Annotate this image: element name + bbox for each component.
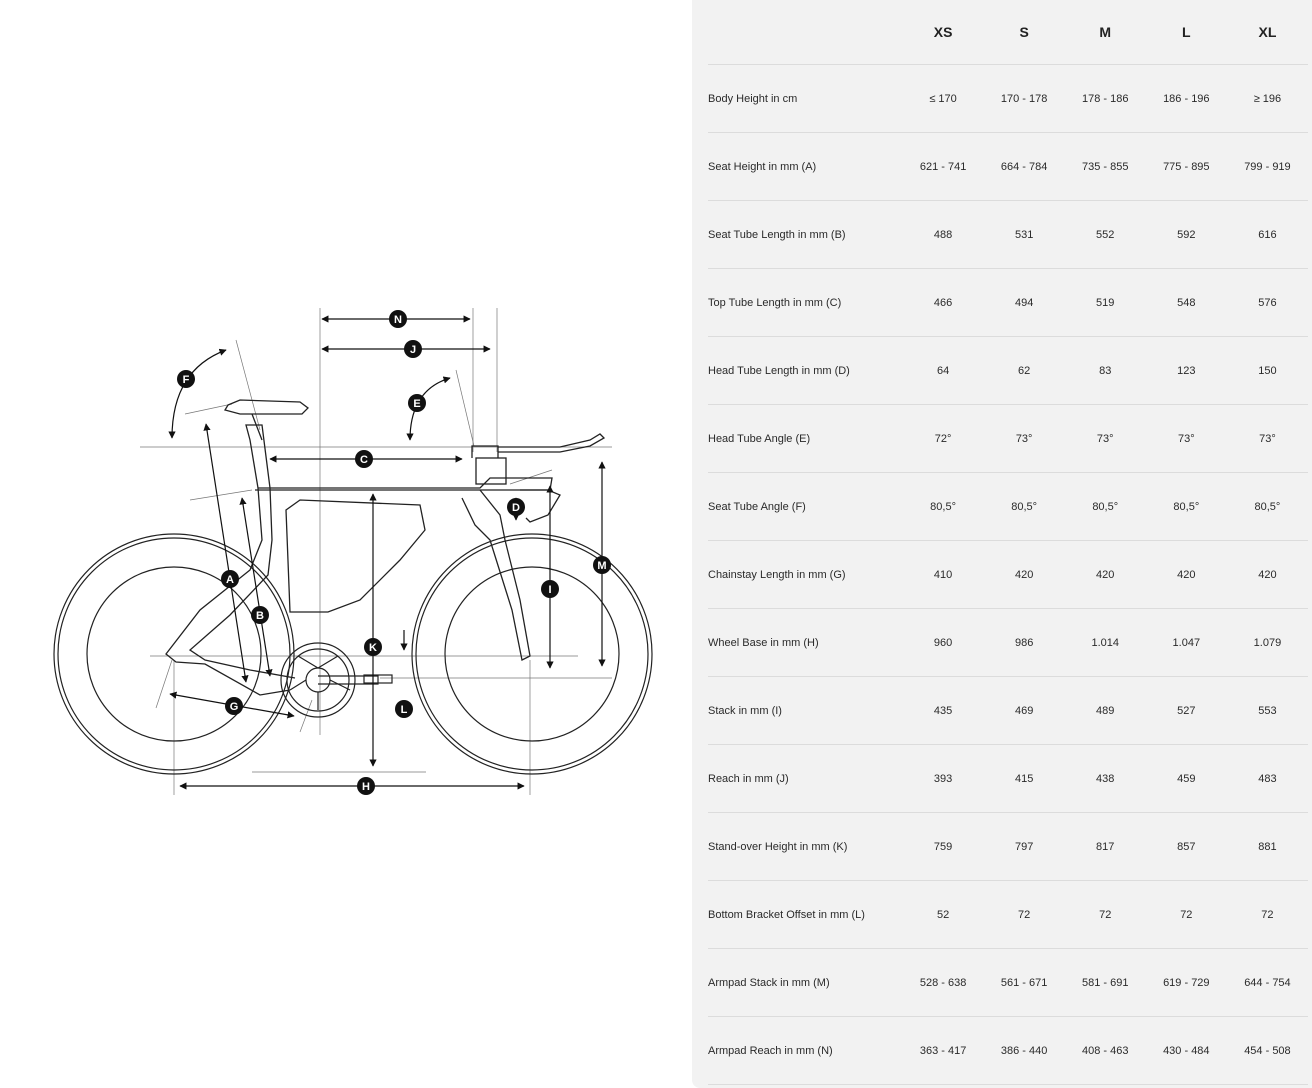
cell-value: 73° bbox=[1146, 405, 1227, 473]
row-label: Armpad Reach in mm (N) bbox=[708, 1017, 903, 1085]
row-label: Seat Tube Length in mm (B) bbox=[708, 201, 903, 269]
svg-text:I: I bbox=[548, 584, 552, 596]
cell-value: 1.079 bbox=[1227, 609, 1308, 677]
cell-value: 986 bbox=[984, 609, 1065, 677]
table-row bbox=[708, 201, 1308, 269]
cell-value: 960 bbox=[903, 609, 984, 677]
cell-value: 186 - 196 bbox=[1146, 65, 1227, 133]
row-label: Stand-over Height in mm (K) bbox=[708, 813, 903, 881]
cell-value: 817 bbox=[1065, 813, 1146, 881]
svg-text:B: B bbox=[256, 610, 264, 622]
cell-value: 1.047 bbox=[1146, 609, 1227, 677]
cell-value: 62 bbox=[984, 337, 1065, 405]
cell-value: 150 bbox=[1227, 337, 1308, 405]
cell-value: 466 bbox=[903, 269, 984, 337]
cell-value: 531 bbox=[984, 201, 1065, 269]
cell-value: ≥ 196 bbox=[1227, 65, 1308, 133]
cell-value: 72 bbox=[984, 881, 1065, 949]
cell-value: 415 bbox=[984, 745, 1065, 813]
cell-value: 72 bbox=[1227, 881, 1308, 949]
table-row bbox=[708, 133, 1308, 201]
cell-value: 619 - 729 bbox=[1146, 949, 1227, 1017]
cell-value: 799 - 919 bbox=[1227, 133, 1308, 201]
cell-value: 420 bbox=[1146, 541, 1227, 609]
cell-value: 519 bbox=[1065, 269, 1146, 337]
cell-value: 488 bbox=[903, 201, 984, 269]
cell-value: 72 bbox=[1146, 881, 1227, 949]
cell-value: 552 bbox=[1065, 201, 1146, 269]
svg-text:A: A bbox=[226, 574, 234, 586]
table-row bbox=[708, 269, 1308, 337]
geometry-table bbox=[708, 0, 1308, 1085]
table-row bbox=[708, 405, 1308, 473]
table-row bbox=[708, 677, 1308, 745]
table-row bbox=[708, 949, 1308, 1017]
cell-value: 72° bbox=[903, 405, 984, 473]
cell-value: 561 - 671 bbox=[984, 949, 1065, 1017]
cell-value: 72 bbox=[1065, 881, 1146, 949]
badge-g bbox=[225, 697, 243, 715]
svg-text:F: F bbox=[182, 374, 190, 386]
cell-value: 80,5° bbox=[1065, 473, 1146, 541]
cell-value: 435 bbox=[903, 677, 984, 745]
svg-text:K: K bbox=[369, 642, 377, 654]
table-row bbox=[708, 473, 1308, 541]
cell-value: 644 - 754 bbox=[1227, 949, 1308, 1017]
cell-value: 80,5° bbox=[903, 473, 984, 541]
row-label: Wheel Base in mm (H) bbox=[708, 609, 903, 677]
cell-value: 616 bbox=[1227, 201, 1308, 269]
geometry-table-panel bbox=[692, 0, 1312, 1088]
cell-value: 581 - 691 bbox=[1065, 949, 1146, 1017]
badge-l bbox=[395, 700, 413, 718]
cell-value: 52 bbox=[903, 881, 984, 949]
badge-e bbox=[408, 394, 426, 412]
svg-text:H: H bbox=[362, 781, 370, 793]
svg-text:C: C bbox=[360, 454, 368, 466]
cell-value: 592 bbox=[1146, 201, 1227, 269]
cell-value: 408 - 463 bbox=[1065, 1017, 1146, 1085]
table-row bbox=[708, 609, 1308, 677]
svg-text:N: N bbox=[394, 314, 402, 326]
size-header-row bbox=[708, 0, 1308, 65]
cell-value: 483 bbox=[1227, 745, 1308, 813]
cell-value: 664 - 784 bbox=[984, 133, 1065, 201]
cell-value: 83 bbox=[1065, 337, 1146, 405]
cell-value: ≤ 170 bbox=[903, 65, 984, 133]
cell-value: 881 bbox=[1227, 813, 1308, 881]
badge-j bbox=[404, 340, 422, 358]
badge-i bbox=[541, 580, 559, 598]
header-empty bbox=[708, 0, 903, 65]
badge-n bbox=[389, 310, 407, 328]
svg-text:D: D bbox=[512, 502, 520, 514]
row-label: Bottom Bracket Offset in mm (L) bbox=[708, 881, 903, 949]
badge-k bbox=[364, 638, 382, 656]
row-label: Armpad Stack in mm (M) bbox=[708, 949, 903, 1017]
cell-value: 553 bbox=[1227, 677, 1308, 745]
badge-d bbox=[507, 498, 525, 516]
svg-text:M: M bbox=[597, 560, 607, 572]
row-label: Seat Height in mm (A) bbox=[708, 133, 903, 201]
cell-value: 420 bbox=[984, 541, 1065, 609]
cell-value: 80,5° bbox=[984, 473, 1065, 541]
cell-value: 80,5° bbox=[1146, 473, 1227, 541]
size-header-xs: XS bbox=[903, 0, 984, 65]
table-row bbox=[708, 337, 1308, 405]
cell-value: 775 - 895 bbox=[1146, 133, 1227, 201]
row-label: Reach in mm (J) bbox=[708, 745, 903, 813]
table-row bbox=[708, 881, 1308, 949]
cell-value: 170 - 178 bbox=[984, 65, 1065, 133]
size-header-xl: XL bbox=[1227, 0, 1308, 65]
size-header-m: M bbox=[1065, 0, 1146, 65]
cell-value: 621 - 741 bbox=[903, 133, 984, 201]
cell-value: 1.014 bbox=[1065, 609, 1146, 677]
badge-h bbox=[357, 777, 375, 795]
table-row bbox=[708, 745, 1308, 813]
row-label: Seat Tube Angle (F) bbox=[708, 473, 903, 541]
row-label: Head Tube Length in mm (D) bbox=[708, 337, 903, 405]
size-header-s: S bbox=[984, 0, 1065, 65]
cell-value: 528 - 638 bbox=[903, 949, 984, 1017]
row-label: Stack in mm (I) bbox=[708, 677, 903, 745]
cell-value: 80,5° bbox=[1227, 473, 1308, 541]
cell-value: 857 bbox=[1146, 813, 1227, 881]
wheels bbox=[54, 534, 652, 774]
cell-value: 73° bbox=[984, 405, 1065, 473]
row-label: Body Height in cm bbox=[708, 65, 903, 133]
svg-text:J: J bbox=[409, 344, 417, 356]
cell-value: 494 bbox=[984, 269, 1065, 337]
cell-value: 759 bbox=[903, 813, 984, 881]
geometry-table-body bbox=[708, 65, 1308, 1085]
guide-lines bbox=[140, 308, 612, 795]
badge-b bbox=[251, 606, 269, 624]
cell-value: 548 bbox=[1146, 269, 1227, 337]
table-row bbox=[708, 541, 1308, 609]
row-label: Chainstay Length in mm (G) bbox=[708, 541, 903, 609]
cell-value: 393 bbox=[903, 745, 984, 813]
cell-value: 73° bbox=[1065, 405, 1146, 473]
dimension-badges bbox=[177, 310, 611, 795]
cell-value: 410 bbox=[903, 541, 984, 609]
cell-value: 454 - 508 bbox=[1227, 1017, 1308, 1085]
cell-value: 420 bbox=[1227, 541, 1308, 609]
cell-value: 797 bbox=[984, 813, 1065, 881]
cell-value: 64 bbox=[903, 337, 984, 405]
cell-value: 178 - 186 bbox=[1065, 65, 1146, 133]
cell-value: 735 - 855 bbox=[1065, 133, 1146, 201]
cell-value: 386 - 440 bbox=[984, 1017, 1065, 1085]
cell-value: 469 bbox=[984, 677, 1065, 745]
frame bbox=[166, 400, 607, 695]
table-row bbox=[708, 813, 1308, 881]
cell-value: 420 bbox=[1065, 541, 1146, 609]
badge-f bbox=[177, 370, 195, 388]
svg-text:E: E bbox=[413, 398, 421, 410]
cell-value: 527 bbox=[1146, 677, 1227, 745]
cell-value: 73° bbox=[1227, 405, 1308, 473]
cell-value: 430 - 484 bbox=[1146, 1017, 1227, 1085]
row-label: Head Tube Angle (E) bbox=[708, 405, 903, 473]
size-header-l: L bbox=[1146, 0, 1227, 65]
cell-value: 123 bbox=[1146, 337, 1227, 405]
cell-value: 363 - 417 bbox=[903, 1017, 984, 1085]
svg-text:G: G bbox=[229, 701, 239, 713]
cell-value: 489 bbox=[1065, 677, 1146, 745]
badge-c bbox=[355, 450, 373, 468]
svg-text:L: L bbox=[400, 704, 408, 716]
cell-value: 576 bbox=[1227, 269, 1308, 337]
table-row bbox=[708, 1017, 1308, 1085]
badge-m bbox=[593, 556, 611, 574]
cell-value: 459 bbox=[1146, 745, 1227, 813]
row-label: Top Tube Length in mm (C) bbox=[708, 269, 903, 337]
cell-value: 438 bbox=[1065, 745, 1146, 813]
badge-a bbox=[221, 570, 239, 588]
table-row bbox=[708, 65, 1308, 133]
